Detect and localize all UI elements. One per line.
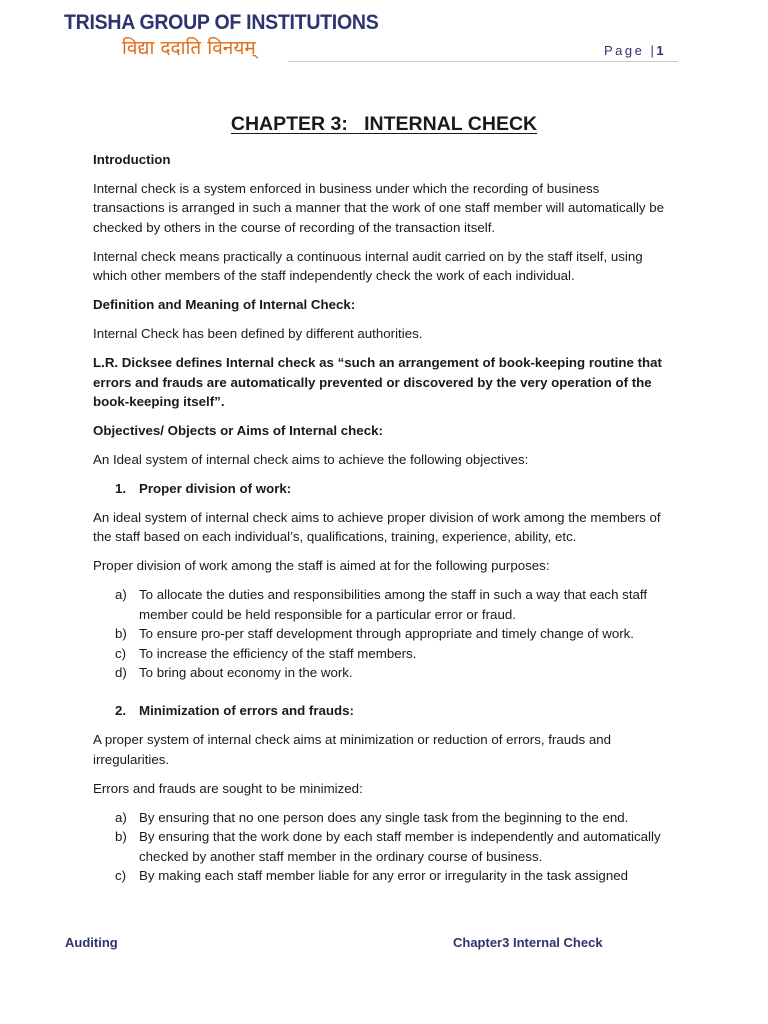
numbered-heading-1 [93, 479, 673, 498]
document-body [93, 150, 673, 895]
list-item [93, 808, 673, 827]
paragraph: Internal Check has been defined by different authorities. [93, 326, 423, 342]
list-item [93, 663, 673, 682]
institution-logo [64, 10, 402, 60]
list-text: To increase the efficiency of the staff members. [139, 645, 417, 661]
footer-subject: Auditing [65, 935, 118, 950]
paragraph: Proper division of work among the staff is aimed at for the following purposes: [93, 558, 550, 574]
list-text: By making each staff member liable for any error or irregularity in the task assigned [139, 868, 629, 884]
paragraph: An ideal system of internal check aims to achieve proper division of work among the members of the staff based on each individual’s, qualifications, training, experience, ability, etc. [93, 510, 661, 545]
page-label: Page | [604, 43, 657, 58]
lettered-list-2 [93, 808, 673, 886]
footer-chapter: Chapter3 Internal Check [453, 935, 603, 950]
definition-quote: L.R. Dicksee defines Internal check as “such an arrangement of book-keeping routine that errors and frauds are automatically prevented or discovered by the very operation of the book-keeping itself”. [93, 355, 662, 410]
paragraph: Internal check means practically a continuous internal audit carried on by the staff itself, using which other members of the staff independently check the work of each individual. [93, 248, 643, 284]
chapter-title: CHAPTER 3: INTERNAL CHECK [230, 113, 538, 135]
section-heading-definition: Definition and Meaning of Internal Check: [93, 297, 356, 313]
page-number: 1 [656, 43, 664, 58]
list-marker: c) [115, 645, 127, 661]
list-item [93, 644, 673, 663]
list-marker: a) [115, 587, 127, 603]
list-text: To ensure pro-per staff development through appropriate and timely change of work. [139, 626, 634, 642]
list-number: 1. [115, 481, 127, 497]
lettered-list-1 [93, 585, 673, 682]
paragraph: Internal check is a system enforced in business under which the recording of business transactions is arranged in such a manner that the work of one staff member will automatically be checked by others in the course of recording of the transaction itself. [93, 181, 665, 235]
page-number-label [604, 43, 664, 58]
paragraph: A proper system of internal check aims at minimization or reduction of errors, frauds and irregularities. [93, 732, 612, 767]
section-heading-introduction: Introduction [93, 152, 171, 167]
list-text: By ensuring that no one person does any single task from the beginning to the end. [139, 809, 629, 825]
paragraph: Errors and frauds are sought to be minimized: [93, 780, 363, 796]
list-marker: a) [115, 809, 127, 825]
list-heading: Minimization of errors and frauds: [139, 703, 354, 719]
list-text: By ensuring that the work done by each staff member is independently and automatically checked by another staff member in the ordinary course of business. [139, 829, 661, 864]
list-number: 2. [115, 703, 127, 719]
list-text: To allocate the duties and responsibilities among the staff in such a way that each staff member could be held responsible for a particular error or fraud. [139, 587, 648, 622]
paragraph: An Ideal system of internal check aims to achieve the following objectives: [93, 452, 529, 468]
list-marker: b) [115, 626, 127, 642]
list-item [93, 585, 673, 624]
list-item [93, 624, 673, 643]
numbered-heading-2 [93, 701, 673, 720]
header-divider [288, 61, 678, 62]
list-heading: Proper division of work: [139, 481, 292, 497]
section-heading-objectives: Objectives/ Objects or Aims of Internal check: [93, 423, 383, 439]
list-marker: c) [115, 868, 127, 884]
institution-motto: विद्या ददाति विनयम् [122, 37, 256, 59]
list-item [93, 866, 673, 885]
list-marker: d) [115, 665, 127, 681]
institution-name: TRISHA GROUP OF INSTITUTIONS [64, 11, 379, 34]
list-marker: b) [115, 829, 127, 845]
list-item [93, 827, 673, 866]
list-text: To bring about economy in the work. [139, 665, 353, 681]
